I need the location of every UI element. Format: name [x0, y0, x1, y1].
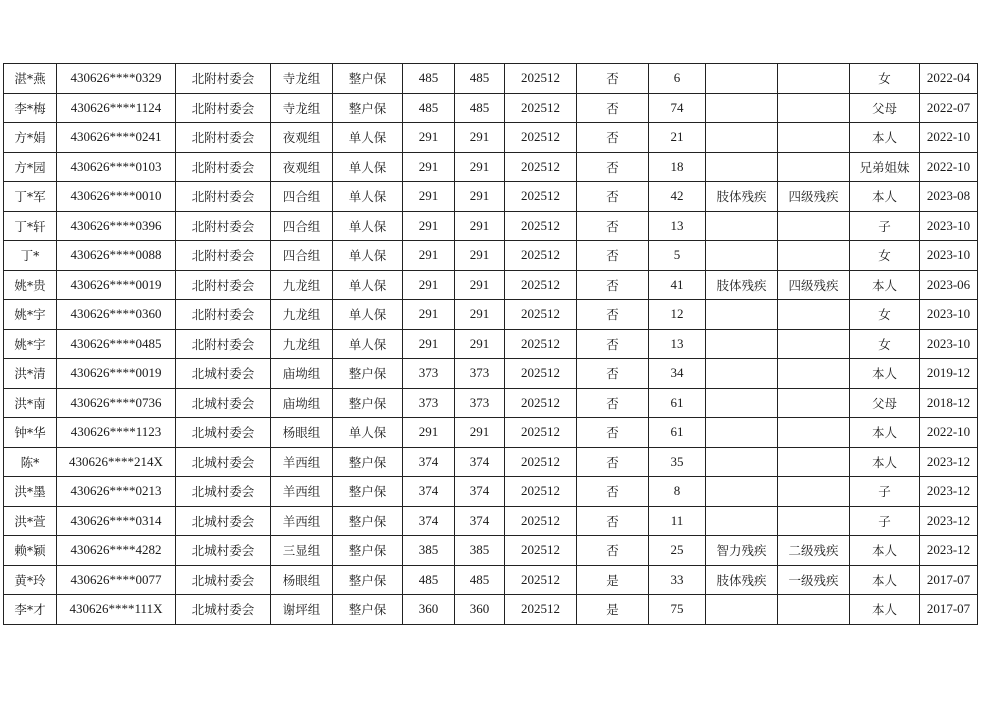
flag-cell: 否: [577, 388, 649, 418]
name-cell: 黄*玲: [4, 565, 57, 595]
flag-cell: 否: [577, 359, 649, 389]
table-row: [4, 565, 978, 595]
payment-amount-cell: 291: [455, 182, 505, 212]
disability-type-cell: [706, 93, 778, 123]
group-cell: 羊西组: [271, 447, 333, 477]
age-cell: 75: [649, 595, 706, 625]
payment-amount-cell: 360: [455, 595, 505, 625]
table-row: [4, 418, 978, 448]
village-committee-cell: 北城村委会: [176, 418, 271, 448]
payment-amount-cell: 374: [455, 477, 505, 507]
village-committee-cell: 北城村委会: [176, 388, 271, 418]
start-date-cell: 2022-10: [920, 123, 978, 153]
age-cell: 34: [649, 359, 706, 389]
disability-level-cell: [778, 123, 850, 153]
relationship-cell: 本人: [850, 565, 920, 595]
payment-amount-cell: 291: [455, 270, 505, 300]
name-cell: 姚*贵: [4, 270, 57, 300]
flag-cell: 否: [577, 182, 649, 212]
age-cell: 35: [649, 447, 706, 477]
name-cell: 洪*萱: [4, 506, 57, 536]
disability-level-cell: 二级残疾: [778, 536, 850, 566]
start-date-cell: 2023-12: [920, 536, 978, 566]
start-date-cell: 2022-10: [920, 418, 978, 448]
relationship-cell: 父母: [850, 388, 920, 418]
name-cell: 洪*南: [4, 388, 57, 418]
assistance-type-cell: 整户保: [333, 565, 403, 595]
standard-amount-cell: 291: [403, 241, 455, 271]
payment-amount-cell: 291: [455, 241, 505, 271]
village-committee-cell: 北附村委会: [176, 182, 271, 212]
village-committee-cell: 北附村委会: [176, 93, 271, 123]
assistance-type-cell: 整户保: [333, 477, 403, 507]
table-row: [4, 536, 978, 566]
id-number-cell: 430626****0485: [57, 329, 176, 359]
id-number-cell: 430626****0213: [57, 477, 176, 507]
disability-type-cell: [706, 211, 778, 241]
disability-type-cell: 智力残疾: [706, 536, 778, 566]
age-cell: 33: [649, 565, 706, 595]
group-cell: 寺龙组: [271, 64, 333, 94]
age-cell: 61: [649, 388, 706, 418]
relationship-cell: 本人: [850, 418, 920, 448]
issue-month-cell: 202512: [505, 123, 577, 153]
standard-amount-cell: 291: [403, 418, 455, 448]
name-cell: 丁*轩: [4, 211, 57, 241]
relationship-cell: 女: [850, 329, 920, 359]
disability-level-cell: [778, 152, 850, 182]
name-cell: 湛*燕: [4, 64, 57, 94]
disability-level-cell: [778, 93, 850, 123]
age-cell: 5: [649, 241, 706, 271]
disability-type-cell: [706, 329, 778, 359]
disability-type-cell: [706, 477, 778, 507]
flag-cell: 否: [577, 447, 649, 477]
flag-cell: 否: [577, 418, 649, 448]
disability-level-cell: [778, 359, 850, 389]
id-number-cell: 430626****0314: [57, 506, 176, 536]
village-committee-cell: 北附村委会: [176, 300, 271, 330]
village-committee-cell: 北附村委会: [176, 64, 271, 94]
assistance-type-cell: 单人保: [333, 241, 403, 271]
disability-type-cell: [706, 506, 778, 536]
flag-cell: 否: [577, 300, 649, 330]
standard-amount-cell: 291: [403, 182, 455, 212]
assistance-type-cell: 单人保: [333, 300, 403, 330]
disability-level-cell: [778, 329, 850, 359]
issue-month-cell: 202512: [505, 270, 577, 300]
age-cell: 12: [649, 300, 706, 330]
group-cell: 三显组: [271, 536, 333, 566]
start-date-cell: 2018-12: [920, 388, 978, 418]
table-row: [4, 93, 978, 123]
standard-amount-cell: 385: [403, 536, 455, 566]
disability-type-cell: 肢体残疾: [706, 182, 778, 212]
issue-month-cell: 202512: [505, 152, 577, 182]
group-cell: 夜观组: [271, 123, 333, 153]
payment-amount-cell: 291: [455, 329, 505, 359]
group-cell: 杨眼组: [271, 418, 333, 448]
start-date-cell: 2023-06: [920, 270, 978, 300]
village-committee-cell: 北城村委会: [176, 536, 271, 566]
id-number-cell: 430626****0103: [57, 152, 176, 182]
id-number-cell: 430626****0396: [57, 211, 176, 241]
start-date-cell: 2023-10: [920, 211, 978, 241]
standard-amount-cell: 374: [403, 477, 455, 507]
disability-level-cell: [778, 388, 850, 418]
village-committee-cell: 北城村委会: [176, 595, 271, 625]
flag-cell: 否: [577, 477, 649, 507]
standard-amount-cell: 374: [403, 447, 455, 477]
issue-month-cell: 202512: [505, 64, 577, 94]
start-date-cell: 2023-12: [920, 477, 978, 507]
group-cell: 九龙组: [271, 300, 333, 330]
start-date-cell: 2023-10: [920, 329, 978, 359]
start-date-cell: 2023-10: [920, 241, 978, 271]
table-row: [4, 359, 978, 389]
standard-amount-cell: 374: [403, 506, 455, 536]
issue-month-cell: 202512: [505, 93, 577, 123]
group-cell: 四合组: [271, 182, 333, 212]
disability-type-cell: [706, 241, 778, 271]
village-committee-cell: 北城村委会: [176, 447, 271, 477]
name-cell: 赖*颖: [4, 536, 57, 566]
age-cell: 18: [649, 152, 706, 182]
age-cell: 21: [649, 123, 706, 153]
disability-type-cell: [706, 123, 778, 153]
group-cell: 庙坳组: [271, 388, 333, 418]
disability-type-cell: [706, 300, 778, 330]
disability-level-cell: [778, 241, 850, 271]
group-cell: 九龙组: [271, 270, 333, 300]
table-row: [4, 388, 978, 418]
disability-type-cell: 肢体残疾: [706, 565, 778, 595]
flag-cell: 否: [577, 536, 649, 566]
group-cell: 寺龙组: [271, 93, 333, 123]
standard-amount-cell: 485: [403, 93, 455, 123]
group-cell: 谢坪组: [271, 595, 333, 625]
records-table: [3, 63, 978, 625]
issue-month-cell: 202512: [505, 182, 577, 212]
name-cell: 姚*宇: [4, 329, 57, 359]
disability-type-cell: [706, 447, 778, 477]
assistance-type-cell: 单人保: [333, 123, 403, 153]
payment-amount-cell: 291: [455, 418, 505, 448]
relationship-cell: 女: [850, 300, 920, 330]
age-cell: 41: [649, 270, 706, 300]
payment-amount-cell: 291: [455, 123, 505, 153]
id-number-cell: 430626****1124: [57, 93, 176, 123]
table-row: [4, 329, 978, 359]
relationship-cell: 兄弟姐妹: [850, 152, 920, 182]
issue-month-cell: 202512: [505, 536, 577, 566]
age-cell: 74: [649, 93, 706, 123]
assistance-type-cell: 整户保: [333, 93, 403, 123]
village-committee-cell: 北附村委会: [176, 123, 271, 153]
disability-level-cell: [778, 300, 850, 330]
assistance-type-cell: 单人保: [333, 152, 403, 182]
payment-amount-cell: 374: [455, 506, 505, 536]
name-cell: 方*娟: [4, 123, 57, 153]
table-row: [4, 300, 978, 330]
village-committee-cell: 北城村委会: [176, 506, 271, 536]
disability-level-cell: [778, 477, 850, 507]
relationship-cell: 子: [850, 211, 920, 241]
relationship-cell: 本人: [850, 595, 920, 625]
issue-month-cell: 202512: [505, 329, 577, 359]
age-cell: 42: [649, 182, 706, 212]
relationship-cell: 本人: [850, 270, 920, 300]
standard-amount-cell: 291: [403, 270, 455, 300]
flag-cell: 否: [577, 211, 649, 241]
village-committee-cell: 北附村委会: [176, 241, 271, 271]
id-number-cell: 430626****0241: [57, 123, 176, 153]
disability-level-cell: [778, 447, 850, 477]
group-cell: 夜观组: [271, 152, 333, 182]
name-cell: 方*园: [4, 152, 57, 182]
village-committee-cell: 北附村委会: [176, 152, 271, 182]
name-cell: 李*梅: [4, 93, 57, 123]
assistance-type-cell: 单人保: [333, 211, 403, 241]
disability-type-cell: [706, 64, 778, 94]
id-number-cell: 430626****0010: [57, 182, 176, 212]
relationship-cell: 本人: [850, 123, 920, 153]
id-number-cell: 430626****0019: [57, 359, 176, 389]
standard-amount-cell: 291: [403, 152, 455, 182]
name-cell: 洪*清: [4, 359, 57, 389]
disability-level-cell: [778, 506, 850, 536]
age-cell: 8: [649, 477, 706, 507]
age-cell: 11: [649, 506, 706, 536]
disability-level-cell: 一级残疾: [778, 565, 850, 595]
village-committee-cell: 北城村委会: [176, 477, 271, 507]
payment-amount-cell: 485: [455, 93, 505, 123]
id-number-cell: 430626****111X: [57, 595, 176, 625]
relationship-cell: 本人: [850, 182, 920, 212]
assistance-type-cell: 整户保: [333, 447, 403, 477]
village-committee-cell: 北附村委会: [176, 211, 271, 241]
payment-amount-cell: 485: [455, 565, 505, 595]
issue-month-cell: 202512: [505, 477, 577, 507]
id-number-cell: 430626****214X: [57, 447, 176, 477]
start-date-cell: 2017-07: [920, 595, 978, 625]
issue-month-cell: 202512: [505, 300, 577, 330]
start-date-cell: 2023-08: [920, 182, 978, 212]
name-cell: 丁*军: [4, 182, 57, 212]
standard-amount-cell: 360: [403, 595, 455, 625]
assistance-type-cell: 整户保: [333, 359, 403, 389]
village-committee-cell: 北城村委会: [176, 565, 271, 595]
issue-month-cell: 202512: [505, 506, 577, 536]
age-cell: 13: [649, 329, 706, 359]
relationship-cell: 本人: [850, 447, 920, 477]
standard-amount-cell: 485: [403, 64, 455, 94]
id-number-cell: 430626****0088: [57, 241, 176, 271]
table-row: [4, 241, 978, 271]
name-cell: 陈*: [4, 447, 57, 477]
start-date-cell: 2023-12: [920, 506, 978, 536]
payment-amount-cell: 485: [455, 64, 505, 94]
group-cell: 四合组: [271, 211, 333, 241]
table-row: [4, 64, 978, 94]
id-number-cell: 430626****0736: [57, 388, 176, 418]
standard-amount-cell: 291: [403, 123, 455, 153]
id-number-cell: 430626****0329: [57, 64, 176, 94]
flag-cell: 是: [577, 595, 649, 625]
disability-level-cell: [778, 64, 850, 94]
standard-amount-cell: 485: [403, 565, 455, 595]
issue-month-cell: 202512: [505, 359, 577, 389]
issue-month-cell: 202512: [505, 388, 577, 418]
name-cell: 姚*宇: [4, 300, 57, 330]
standard-amount-cell: 373: [403, 388, 455, 418]
assistance-type-cell: 整户保: [333, 506, 403, 536]
payment-amount-cell: 373: [455, 359, 505, 389]
start-date-cell: 2017-07: [920, 565, 978, 595]
relationship-cell: 女: [850, 241, 920, 271]
relationship-cell: 女: [850, 64, 920, 94]
disability-type-cell: [706, 388, 778, 418]
disability-level-cell: 四级残疾: [778, 270, 850, 300]
relationship-cell: 本人: [850, 536, 920, 566]
start-date-cell: 2022-10: [920, 152, 978, 182]
flag-cell: 是: [577, 565, 649, 595]
id-number-cell: 430626****1123: [57, 418, 176, 448]
table-row: [4, 506, 978, 536]
disability-type-cell: [706, 595, 778, 625]
flag-cell: 否: [577, 329, 649, 359]
payment-amount-cell: 373: [455, 388, 505, 418]
assistance-type-cell: 整户保: [333, 595, 403, 625]
table-row: [4, 182, 978, 212]
table-row: [4, 477, 978, 507]
assistance-type-cell: 单人保: [333, 418, 403, 448]
disability-level-cell: [778, 595, 850, 625]
assistance-type-cell: 单人保: [333, 329, 403, 359]
table-row: [4, 211, 978, 241]
group-cell: 羊西组: [271, 506, 333, 536]
assistance-type-cell: 整户保: [333, 536, 403, 566]
issue-month-cell: 202512: [505, 241, 577, 271]
disability-level-cell: [778, 418, 850, 448]
assistance-type-cell: 单人保: [333, 270, 403, 300]
payment-amount-cell: 291: [455, 211, 505, 241]
table-row: [4, 595, 978, 625]
table-row: [4, 123, 978, 153]
flag-cell: 否: [577, 123, 649, 153]
issue-month-cell: 202512: [505, 211, 577, 241]
disability-type-cell: [706, 152, 778, 182]
flag-cell: 否: [577, 64, 649, 94]
relationship-cell: 子: [850, 506, 920, 536]
id-number-cell: 430626****0019: [57, 270, 176, 300]
issue-month-cell: 202512: [505, 447, 577, 477]
table-body: [4, 64, 978, 625]
assistance-type-cell: 整户保: [333, 64, 403, 94]
flag-cell: 否: [577, 270, 649, 300]
flag-cell: 否: [577, 152, 649, 182]
group-cell: 四合组: [271, 241, 333, 271]
relationship-cell: 本人: [850, 359, 920, 389]
name-cell: 李*才: [4, 595, 57, 625]
age-cell: 25: [649, 536, 706, 566]
id-number-cell: 430626****0360: [57, 300, 176, 330]
standard-amount-cell: 373: [403, 359, 455, 389]
disability-type-cell: 肢体残疾: [706, 270, 778, 300]
payment-amount-cell: 385: [455, 536, 505, 566]
start-date-cell: 2023-10: [920, 300, 978, 330]
flag-cell: 否: [577, 506, 649, 536]
table-row: [4, 152, 978, 182]
flag-cell: 否: [577, 93, 649, 123]
payment-amount-cell: 291: [455, 300, 505, 330]
start-date-cell: 2023-12: [920, 447, 978, 477]
group-cell: 庙坳组: [271, 359, 333, 389]
name-cell: 钟*华: [4, 418, 57, 448]
start-date-cell: 2022-07: [920, 93, 978, 123]
group-cell: 九龙组: [271, 329, 333, 359]
age-cell: 13: [649, 211, 706, 241]
disability-level-cell: [778, 211, 850, 241]
disability-level-cell: 四级残疾: [778, 182, 850, 212]
village-committee-cell: 北附村委会: [176, 329, 271, 359]
name-cell: 洪*墨: [4, 477, 57, 507]
relationship-cell: 子: [850, 477, 920, 507]
standard-amount-cell: 291: [403, 300, 455, 330]
age-cell: 61: [649, 418, 706, 448]
disability-type-cell: [706, 418, 778, 448]
standard-amount-cell: 291: [403, 211, 455, 241]
issue-month-cell: 202512: [505, 418, 577, 448]
group-cell: 羊西组: [271, 477, 333, 507]
flag-cell: 否: [577, 241, 649, 271]
relationship-cell: 父母: [850, 93, 920, 123]
payment-amount-cell: 291: [455, 152, 505, 182]
village-committee-cell: 北城村委会: [176, 359, 271, 389]
age-cell: 6: [649, 64, 706, 94]
table-row: [4, 447, 978, 477]
assistance-type-cell: 整户保: [333, 388, 403, 418]
issue-month-cell: 202512: [505, 565, 577, 595]
village-committee-cell: 北附村委会: [176, 270, 271, 300]
group-cell: 杨眼组: [271, 565, 333, 595]
payment-amount-cell: 374: [455, 447, 505, 477]
id-number-cell: 430626****4282: [57, 536, 176, 566]
name-cell: 丁*: [4, 241, 57, 271]
assistance-type-cell: 单人保: [333, 182, 403, 212]
issue-month-cell: 202512: [505, 595, 577, 625]
start-date-cell: 2022-04: [920, 64, 978, 94]
table-row: [4, 270, 978, 300]
id-number-cell: 430626****0077: [57, 565, 176, 595]
start-date-cell: 2019-12: [920, 359, 978, 389]
disability-type-cell: [706, 359, 778, 389]
standard-amount-cell: 291: [403, 329, 455, 359]
